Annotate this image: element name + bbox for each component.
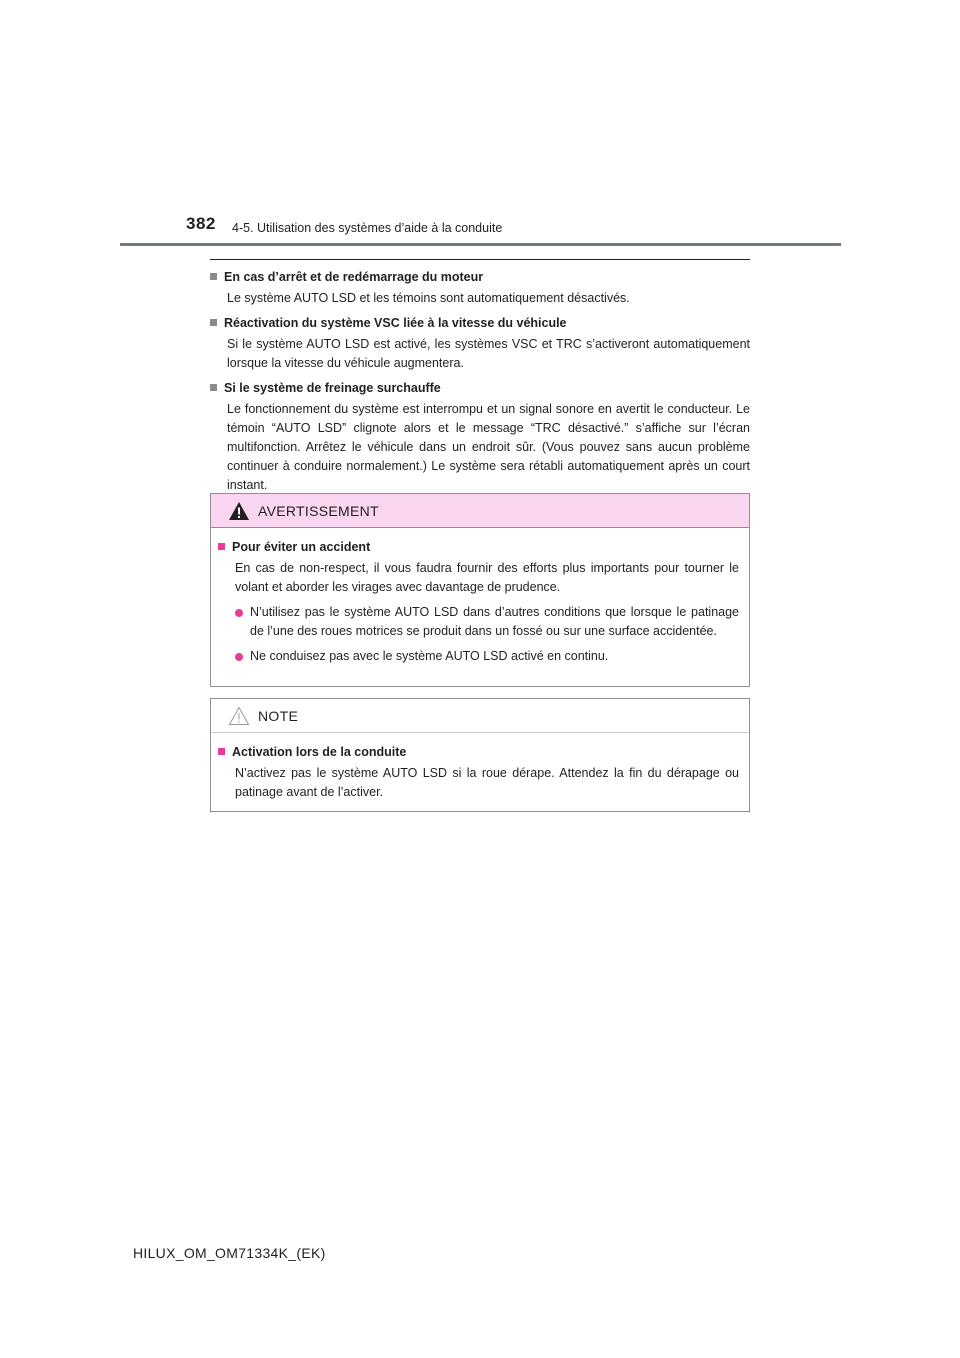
page-number: 382 (186, 214, 216, 233)
warning-title: AVERTISSEMENT (258, 502, 379, 519)
block-body: Le système AUTO LSD et les témoins sont automatiquement désactivés. (227, 291, 630, 305)
square-bullet-icon (210, 273, 217, 280)
warning-bullet (235, 647, 739, 666)
block-heading: Réactivation du système VSC liée à la vitesse du véhicule (224, 316, 567, 330)
section-title: 4-5. Utilisation des systèmes d’aide à la conduite (232, 221, 503, 235)
block-heading: En cas d’arrêt et de redémarrage du moteur (224, 270, 484, 284)
block-heading: Si le système de freinage surchauffe (224, 381, 441, 395)
note-box (210, 698, 750, 812)
content-top-rule (210, 259, 750, 260)
block-body: Si le système AUTO LSD est activé, les systèmes VSC et TRC s’activeront automatiquement lorsque la vitesse du véhicule augmentera. (227, 337, 750, 370)
warning-header (211, 494, 749, 528)
square-bullet-icon (218, 543, 225, 550)
square-bullet-icon (210, 319, 217, 326)
block-body: Le fonctionnement du système est interrompu et un signal sonore en avertit le conducteur. Le témoin “AUTO LSD” clignote alors et le message “TRC désactivé.” s’affiche sur l’écran multifonction. Arrêtez le véhicule dans un endroit sûr. (Vous pouvez sans aucun problème continuer à conduire normalement.) Le système sera rétabli automatiquement après un court instant. (227, 402, 750, 492)
warning-triangle-icon (228, 501, 250, 521)
info-block-engine-restart (210, 269, 750, 308)
warning-bullet-text: Ne conduisez pas avec le système AUTO LSD activé en continu. (250, 649, 609, 663)
warning-body: En cas de non-respect, il vous faudra fournir des efforts plus importants pour tourner le volant et aborder les virages avec davantage de prudence. (235, 561, 739, 594)
square-bullet-icon (210, 384, 217, 391)
square-bullet-icon (218, 748, 225, 755)
warning-bullet-text: N’utilisez pas le système AUTO LSD dans d’autres conditions que lorsque le patinage de l’une des roues motrices se produit dans un fossé ou sur une surface accidentée. (250, 605, 739, 638)
note-title: NOTE (258, 707, 299, 724)
warning-heading: Pour éviter un accident (232, 540, 371, 554)
main-content (210, 259, 750, 502)
footer-model-code: HILUX_OM_OM71334K_(EK) (133, 1245, 326, 1261)
note-body: N’activez pas le système AUTO LSD si la roue dérape. Attendez la fin du dérapage ou patinage avant de l’activer. (235, 766, 739, 799)
info-block-vsc-reactivation (210, 315, 750, 373)
note-header (211, 699, 749, 733)
note-heading: Activation lors de la conduite (232, 745, 407, 759)
warning-bullet (235, 603, 739, 641)
round-bullet-icon (235, 609, 243, 617)
caution-outline-icon (228, 706, 250, 726)
round-bullet-icon (235, 653, 243, 661)
warning-box (210, 493, 750, 687)
info-block-brake-overheat (210, 380, 750, 495)
header-rule (120, 243, 841, 246)
